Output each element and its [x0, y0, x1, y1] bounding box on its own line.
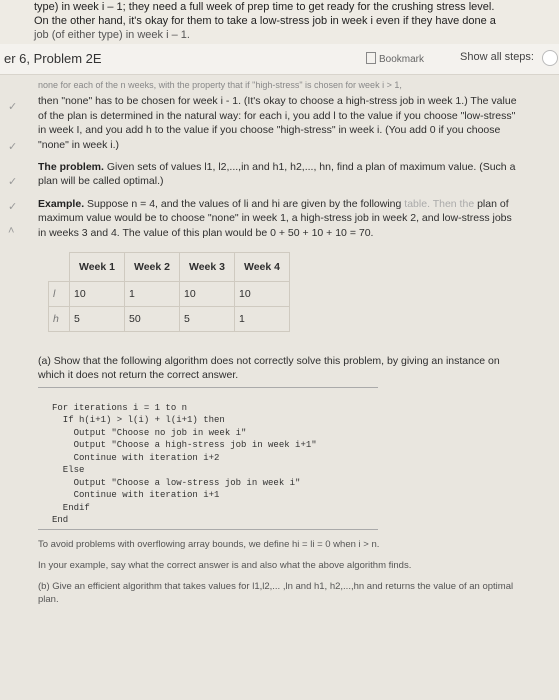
problem-text: Given sets of values l1, l2,...,in and h1, h2,..., hn, find a plan of maximum value. (Such a plan will be called optimal.)	[38, 161, 516, 188]
code-line: Continue with iteration i+1	[52, 490, 220, 501]
table-cell: 5	[70, 307, 125, 332]
top-line-1: type) in week i – 1; they need a full week of prep time to get ready for the crushing stress level.	[34, 1, 495, 13]
table-cell: 10	[235, 282, 290, 307]
code-line: Output "Choose a low-stress job in week i"	[52, 477, 301, 488]
example-text-b: plan of maximum value would be to choose "none" in week 1, a high-stress job in week 2, and low-stress jobs in weeks 3 and 4. The value of this plan would be 0 + 50 + 10 + 10 = 70.	[38, 197, 512, 239]
table-header-row	[49, 253, 290, 282]
table-cell: 50	[125, 307, 180, 332]
code-line: End	[52, 515, 69, 526]
question-text-top	[0, 0, 559, 44]
table-cell: 1	[125, 282, 180, 307]
left-gutter	[0, 75, 30, 700]
paragraph-example	[38, 197, 520, 240]
top-line-3: job (of either type) in week i – 1.	[34, 29, 190, 41]
code-line: For iterations i = 1 to n	[52, 402, 188, 413]
table-header-cell	[49, 253, 70, 282]
table-cell: 5	[180, 307, 235, 332]
part-a-text: (a) Show that the following algorithm does not correctly solve this problem, by giving an instance on which it does not return the correct answer.	[38, 355, 500, 382]
table-header-cell: Week 3	[180, 253, 235, 282]
check-icon: ✓	[8, 201, 18, 213]
bookmark-label: Bookmark	[379, 54, 425, 65]
chevron-up-icon[interactable]: ˄	[8, 225, 15, 237]
code-line: Else	[52, 465, 85, 476]
table-cell: 1	[235, 307, 290, 332]
table-cell: 10	[70, 282, 125, 307]
check-icon: ✓	[8, 176, 18, 188]
bookmark-icon	[366, 52, 376, 64]
overflow-note: To avoid problems with overflowing array bounds, we define hi = li = 0 when i > n.	[38, 538, 380, 550]
bookmark-button[interactable]	[366, 52, 424, 65]
algorithm-code	[52, 402, 520, 527]
code-line: Output "Choose no job in week i"	[52, 427, 247, 438]
check-icon: ✓	[8, 141, 18, 153]
example-text-a: Suppose n = 4, and the values of li and hi are given by the following	[84, 197, 405, 210]
code-line: Output "Choose a high-stress job in week i+1"	[52, 440, 317, 451]
show-all-steps-toggle[interactable]	[542, 50, 558, 66]
table-header-cell: Week 2	[125, 253, 180, 282]
table-cell: 10	[180, 282, 235, 307]
paragraph-plan: then "none" has to be chosen for week i - 1. (It's okay to choose a high-stress job in week 1.) The value of the plan is determined in the natural way: for each i, you add l to the value if you choose "low-stress" in week I, and you add h to the value if you choose "high-stress" in week i. (You add 0 if you choose "none" in week i.)	[38, 95, 517, 151]
problem-header	[0, 44, 559, 75]
table-row	[49, 307, 290, 332]
top-line-2: On the other hand, it's okay for them to take a low-stress job in week i even if they have done a	[34, 15, 496, 27]
divider	[38, 387, 378, 388]
check-icon: ✓	[8, 101, 18, 113]
example-faint-text: table. Then the	[404, 197, 475, 210]
problem-content	[38, 78, 520, 614]
example-label: Example.	[38, 197, 85, 210]
table-header-cell: Week 4	[235, 253, 290, 282]
show-all-steps-label: Show all steps:	[460, 51, 534, 63]
divider	[38, 529, 378, 530]
table-header-cell: Week 1	[70, 253, 125, 282]
code-line: Endif	[52, 502, 90, 513]
cut-line: none for each of the n weeks, with the property that if "high-stress" is chosen for week i > 1,	[38, 80, 402, 90]
example-note: In your example, say what the correct answer is and also what the above algorithm finds.	[38, 559, 412, 571]
code-line: If h(i+1) > l(i) + l(i+1) then	[52, 415, 225, 426]
values-table	[48, 252, 290, 332]
table-cell: l	[49, 282, 70, 307]
table-row	[49, 282, 290, 307]
table-cell: h	[49, 307, 70, 332]
problem-title: er 6, Problem 2E	[4, 51, 102, 66]
paragraph-problem	[38, 160, 520, 189]
code-line: Continue with iteration i+2	[52, 452, 220, 463]
problem-label: The problem.	[38, 161, 104, 174]
part-b-text: (b) Give an efficient algorithm that takes values for l1,l2,... ,ln and h1, h2,...,hn and returns the value of an optimal plan.	[38, 580, 514, 605]
